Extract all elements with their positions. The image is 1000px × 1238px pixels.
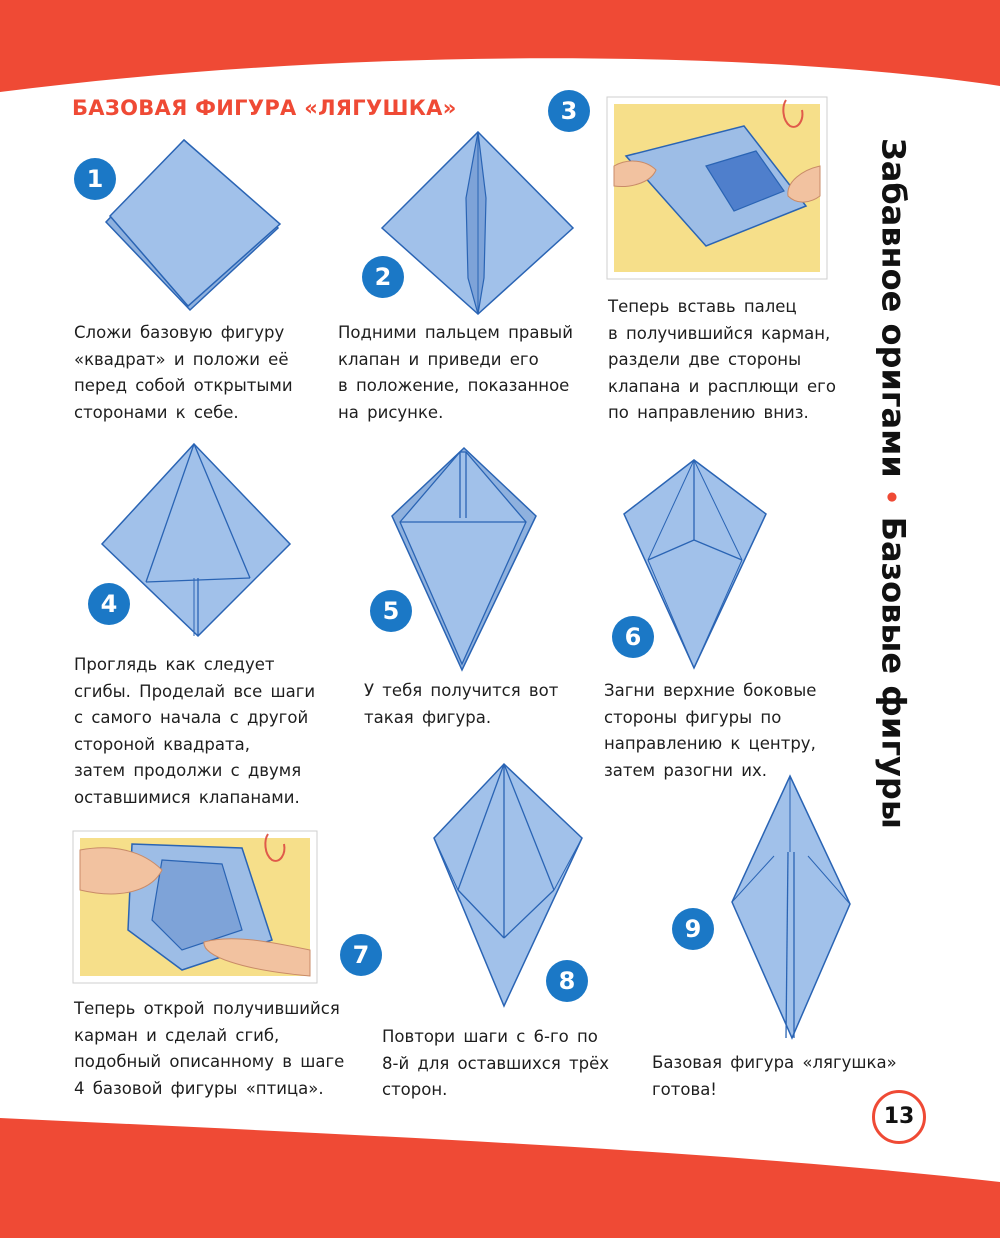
caption-line: Сложи базовую фигуру (74, 323, 285, 342)
step-3-photo (606, 96, 828, 280)
caption-line: в положение, показанное (338, 376, 570, 395)
step-7-caption (74, 996, 344, 1102)
caption-line: с самого начала с другой (74, 708, 309, 727)
caption-line: 8-й для оставшихся трёх (382, 1053, 609, 1073)
step-9-caption (652, 1050, 897, 1103)
step-2-badge: 2 (362, 256, 404, 298)
step-2-caption (338, 320, 573, 426)
step-8-caption (382, 1024, 609, 1104)
step-5-illustration (386, 444, 544, 676)
caption-line: перед собой открытыми (74, 376, 293, 395)
step-5-badge: 5 (370, 590, 412, 632)
caption-line: раздели две стороны (608, 350, 802, 369)
step-3-badge: 3 (548, 90, 590, 132)
step-1-caption (74, 320, 293, 426)
caption-line: Базовая фигура «лягушка» (652, 1053, 897, 1072)
caption-line: Загни верхние боковые (604, 681, 817, 700)
step-8-badge: 8 (546, 960, 588, 1002)
caption-line: Проглядь как следует (74, 655, 275, 674)
step-7-photo (72, 830, 318, 984)
step-1-badge: 1 (74, 158, 116, 200)
caption-line: Подними пальцем правый (338, 323, 573, 342)
caption-line: такая фигура. (364, 707, 492, 727)
caption-line: затем продолжи с двумя (74, 761, 302, 780)
caption-line: клапана и расплющи его (608, 376, 836, 396)
side-title-part1: Забавное оригами (874, 138, 913, 478)
step-4-illustration (100, 440, 296, 640)
caption-line: по направлению вниз. (608, 403, 809, 422)
caption-line: стороной квадрата, (74, 734, 250, 754)
caption-line: сторон. (382, 1080, 448, 1099)
caption-line: клапан и приведи его (338, 349, 539, 369)
side-title (866, 138, 918, 829)
caption-line: готова! (652, 1079, 717, 1099)
caption-line: на рисунке. (338, 402, 444, 422)
caption-line: Теперь вставь палец (608, 297, 797, 316)
top-banner (0, 0, 1000, 100)
side-title-part2: Базовые фигуры (874, 516, 913, 829)
step-9-badge: 9 (672, 908, 714, 950)
page-title: БАЗОВАЯ ФИГУРА «ЛЯГУШКА» (72, 96, 457, 120)
step-6-caption (604, 678, 816, 784)
step-5-caption (364, 678, 558, 731)
page-number: 13 (872, 1090, 926, 1144)
caption-line: У тебя получится вот (364, 681, 559, 700)
step-6-badge: 6 (612, 616, 654, 658)
step-3-caption (608, 294, 836, 427)
caption-line: затем разогни их. (604, 760, 767, 780)
caption-line: подобный описанному в шаге (74, 1052, 345, 1071)
caption-line: «квадрат» и положи её (74, 349, 289, 369)
step-4-badge: 4 (88, 583, 130, 625)
caption-line: в получившийся карман, (608, 323, 831, 343)
caption-line: стороны фигуры по (604, 707, 782, 727)
step-7-badge: 7 (340, 934, 382, 976)
caption-line: оставшимися клапанами. (74, 787, 300, 807)
step-9-illustration (728, 772, 854, 1044)
step-4-caption (74, 652, 315, 811)
side-title-separator: • (875, 488, 906, 506)
caption-line: Теперь открой получившийся (74, 999, 340, 1018)
bottom-banner (0, 1100, 1000, 1238)
caption-line: сгибы. Проделай все шаги (74, 681, 316, 701)
caption-line: Повтори шаги с 6-го по (382, 1027, 598, 1046)
caption-line: сторонами к себе. (74, 402, 239, 422)
caption-line: карман и сделай сгиб, (74, 1025, 280, 1045)
caption-line: 4 базовой фигуры «птица». (74, 1078, 324, 1098)
caption-line: направлению к центру, (604, 734, 816, 753)
step-1-illustration (100, 136, 290, 316)
